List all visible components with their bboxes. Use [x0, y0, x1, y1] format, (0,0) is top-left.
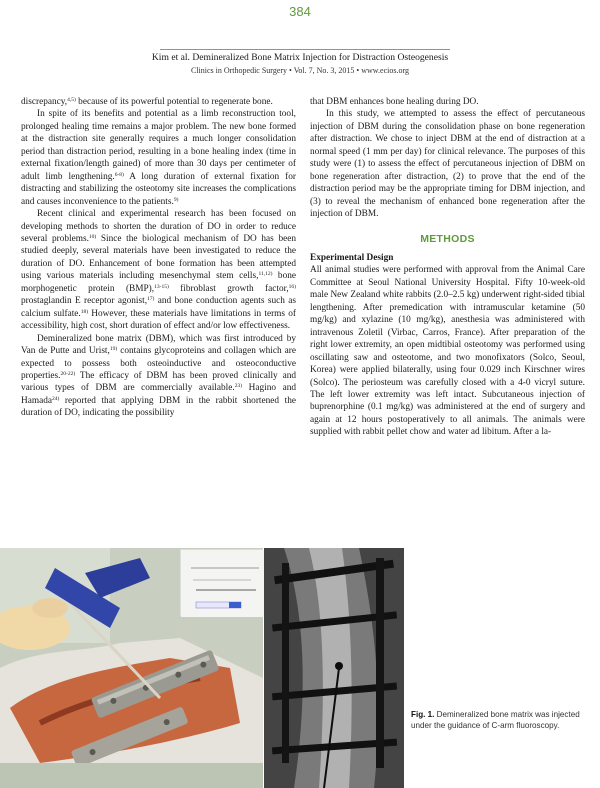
subheading: Experimental Design: [310, 252, 394, 263]
header-rule: [160, 49, 450, 50]
section-heading-methods: METHODS: [420, 232, 475, 245]
paragraph: All animal studies were performed with approval from the Animal Care Committee at Seoul National University Hospital. Fifty 10-week-old male New Zealand white rabbits (2.0–2.5 kg) underwent right-sided tibial lengthening. After premedication with intramuscular ketamine (50 mg/kg) and xylazine (10 mg/kg), anesthesia was administered with intravenous Zoletil (Virbac, Carros, France). After preparation of the right lower extremity, an open midtibial osteotomy was performed using oscillating saw and osteotome, and two monofixators (Solco, Seoul, Korea) were applied bilaterally, using four 0.029 inch Kirschner wires (Solco). The periosteum was carefully closed with a 4-0 vicryl suture. The left lower extremity was left intact. Subcutaneous injection of buprenorphine (0.1 mg/kg) was administered at the end of surgery and again at 12 hours postoperatively to all animals. The animals were supplied with rabbit pellet chow and water ad libitum. After a la-: [310, 265, 585, 438]
paragraph: that DBM enhances bone healing during DO.: [310, 97, 479, 107]
journal-line: Clinics in Orthopedic Surgery • Vol. 7, No. 3, 2015 • www.ecios.org: [190, 66, 410, 75]
running-title: Kim et al. Demineralized Bone Matrix Injection for Distraction Osteogenesis: [151, 52, 449, 63]
fluoroscopy-image: [264, 548, 404, 788]
paragraph: Recent clinical and experimental research has been focused on developing methods to shorten the duration of DO in order to reduce several problems.$^{10)}$ Since the biological mechanism of DO has been studied deeply, several materials have been investigated to reduce the duration of DO. Enhancement of bone formation has been attempted using various materials including mesenchymal stem cells,$^{11,12)}$ bone morphogenetic protein (BMP),$^{13-15)}$ fibroblast growth factor,$^{16)}$ prostaglandin E receptor agonist,$^{17)}$ and bone conduction agents such as calcium sulfate.$^{18)}$ However, these materials have limitations in terms of accessibility, high cost, short duration of effect and/or low effectiveness.: [21, 209, 296, 332]
paragraph: In spite of its benefits and potential as a limb reconstruction tool, prolonged healing time remains a major problem. The new bone formed at the distraction site generally requires a much longer consolidation period than distraction period, resulting in a bone healing index (time in external fixation/length gained) of more than 30 days per centimeter of adult limb lengthening.$^{6-8)}$ A long duration of external fixation for distracting and stabilizing the osteotomy site increases the complications and causes inconvenience to the patients.$^{9)}$: [21, 109, 296, 207]
figure-caption: [411, 709, 586, 731]
left-column: [21, 96, 296, 420]
paragraph: discrepancy,$^{4,5)}$ because of its powerful potential to regenerate bone.: [21, 96, 273, 107]
figure-label: Fig. 1.: [411, 710, 435, 719]
right-column: [310, 96, 585, 439]
paragraph: In this study, we attempted to assess the effect of percutaneous injection of DBM during the consolidation phase on bone regeneration after distraction. We chose to inject DBM at the end of distraction at a normal speed (1 mm per day) for clinical relevance. The purposes of this study were (1) to assess the effect of percutaneous injection of DBM on bone regeneration after distraction, (2) to prove that the end of the distraction period may be the appropriate timing for DBM injection, and (3) to reveal the mechanism of enhanced bone regeneration after the injection of DBM.: [310, 109, 585, 220]
page-number: 384: [289, 4, 311, 19]
paragraph: Demineralized bone matrix (DBM), which was first introduced by Van de Putte and Urist,$^{19)}$ contains glycoproteins and collagen which are expected to possess both osteoinductive and osteoconductive properties.$^{20-22)}$ The efficacy of DBM has been proved clinically and various types of DBM are commercially available.$^{23)}$ Hagino and Hamada$^{24)}$ reported that applying DBM in the rabbit shortened the duration of DO, indicating the possibility: [21, 333, 296, 419]
figure-caption-text: Demineralized bone matrix was injected under the guidance of C-arm fluoroscopy.: [411, 710, 580, 730]
syringe-inset-photo: [180, 549, 263, 616]
